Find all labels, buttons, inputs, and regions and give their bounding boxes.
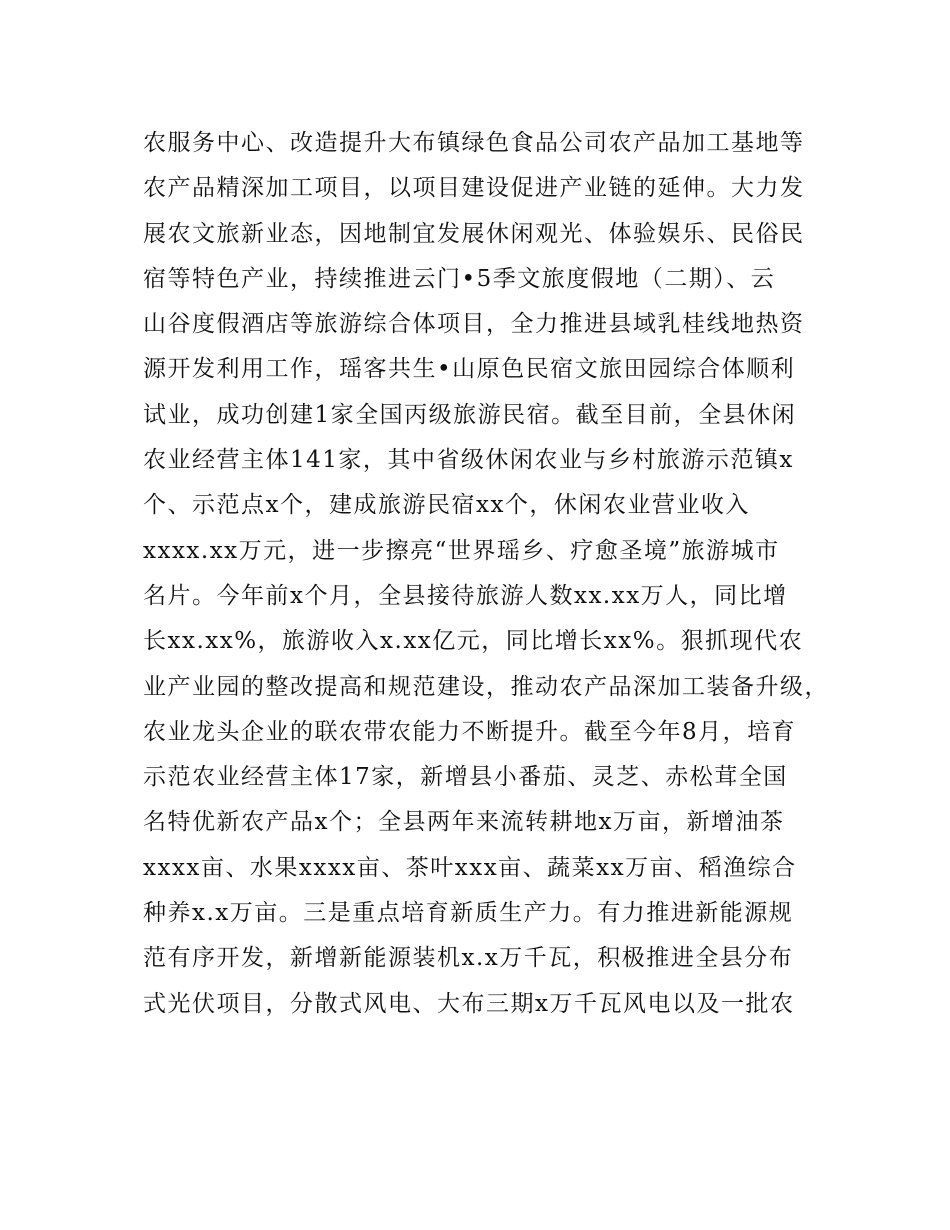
text-line: 名特优新农产品x个；全县两年来流转耕地x万亩，新增油茶 bbox=[143, 809, 785, 836]
text-line: 业产业园的整改提高和规范建设，推动农产品深加工装备升级， bbox=[143, 673, 829, 700]
text-line: 宿等特色产业，持续推进云门•5季文旅度假地（二期）、云 bbox=[143, 265, 776, 292]
text-line: 个、示范点x个，建成旅游民宿xx个，休闲农业营业收入 bbox=[143, 492, 750, 519]
text-line: 示范农业经营主体17家，新增县小番茄、灵芝、赤松茸全国 bbox=[143, 764, 788, 791]
text-line: 种养x.x万亩。三是重点培育新质生产力。有力推进新能源规 bbox=[143, 900, 794, 927]
text-line: 长xx.xx%，旅游收入x.xx亿元，同比增长xx%。狠抓现代农 bbox=[143, 628, 804, 655]
text-line: 名片。今年前x个月，全县接待旅游人数xx.xx万人，同比增 bbox=[143, 582, 788, 609]
text-line: 式光伏项目，分散式风电、大布三期x万千瓦风电以及一批农 bbox=[143, 990, 795, 1017]
text-line: 农产品精深加工项目，以项目建设促进产业链的延伸。大力发 bbox=[143, 175, 805, 202]
text-line: 农服务中心、改造提升大布镇绿色食品公司农产品加工基地等 bbox=[143, 130, 805, 156]
text-line: 农业经营主体141家，其中省级休闲农业与乡村旅游示范镇x bbox=[143, 447, 794, 474]
text-line: xxxx.xx万元，进一步擦亮“世界瑶乡、疗愈圣境”旅游城市 bbox=[143, 537, 780, 564]
text-line: 展农文旅新业态，因地制宜发展休闲观光、体验娱乐、民俗民 bbox=[143, 220, 805, 247]
text-line: 农业龙头企业的联农带农能力不断提升。截至今年8月，培育 bbox=[143, 718, 797, 745]
text-line: 山谷度假酒店等旅游综合体项目，全力推进县域乳桂线地热资 bbox=[143, 311, 805, 338]
text-line: xxxx亩、水果xxxx亩、茶叶xxx亩、蔬菜xx万亩、稻渔综合 bbox=[143, 854, 797, 881]
text-line: 源开发利用工作，瑶客共生•山原色民宿文旅田园综合体顺利 bbox=[143, 356, 796, 383]
text-line: 范有序开发，新增新能源装机x.x万千瓦，积极推进全县分布 bbox=[143, 945, 794, 972]
body-paragraph bbox=[143, 121, 843, 1027]
text-line: 试业，成功创建1家全国丙级旅游民宿。截至目前，全县休闲 bbox=[143, 401, 797, 428]
